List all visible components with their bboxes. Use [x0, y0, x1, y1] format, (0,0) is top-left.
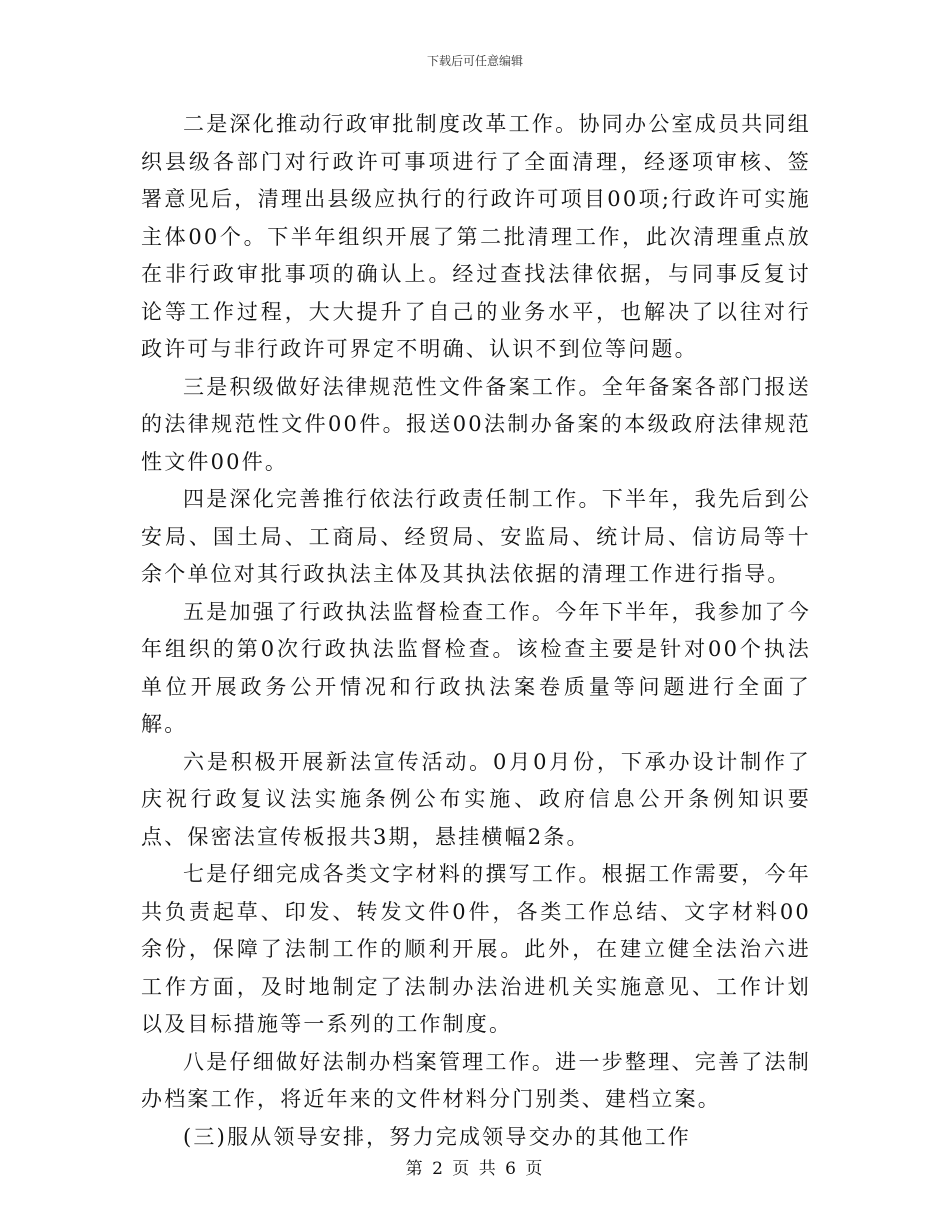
paragraph-7: 七是仔细完成各类文字材料的撰写工作。根据工作需要，今年共负责起草、印发、转发文件0件，各类工作总结、文字材料00余份，保障了法制工作的顺利开展。此外，在建立健全法治六进工作方面，及时地制定了法制办法治进机关实施意见、工作计划以及目标措施等一系列的工作制度。	[141, 862, 811, 1036]
paragraph-8: 八是仔细做好法制办档案管理工作。进一步整理、完善了法制办档案工作，将近年来的文件材料分门别类、建档立案。	[141, 1049, 811, 1111]
paragraph-2: 二是深化推动行政审批制度改革工作。协同办公室成员共同组织县级各部门对行政许可事项进行了全面清理，经逐项审核、签署意见后，清理出县级应执行的行政许可项目00项;行政许可实施主体00个。下半年组织开展了第二批清理工作，此次清理重点放在非行政审批事项的确认上。经过查找法律依据，与同事反复讨论等工作过程，大大提升了自己的业务水平，也解决了以往对行政许可与非行政许可界定不明确、认识不到位等问题。	[141, 112, 811, 361]
paragraph-3: 三是积级做好法律规范性文件备案工作。全年备案各部门报送的法律规范性文件00件。报送00法制办备案的本级政府法律规范性文件00件。	[141, 374, 811, 474]
paragraph-4: 四是深化完善推行依法行政责任制工作。下半年，我先后到公安局、国土局、工商局、经贸局、安监局、统计局、信访局等十余个单位对其行政执法主体及其执法依据的清理工作进行指导。	[141, 487, 811, 586]
paragraph-5: 五是加强了行政执法监督检查工作。今年下半年，我参加了今年组织的第0次行政执法监督检查。该检查主要是针对00个执法单位开展政务公开情况和行政执法案卷质量等问题进行全面了解。	[141, 599, 811, 736]
document-body	[141, 106, 811, 1156]
page-header-note: 下载后可任意编辑	[426, 54, 523, 68]
page-number: 第 2 页 共 6 页	[405, 1159, 545, 1179]
paragraph-6: 六是积极开展新法宣传活动。0月0月份，下承办设计制作了庆祝行政复议法实施条例公布实施、政府信息公开条例知识要点、保密法宣传板报共3期，悬挂横幅2条。	[141, 749, 811, 849]
section-heading-3: (三)服从领导安排，努力完成领导交办的其他工作	[183, 1124, 691, 1149]
